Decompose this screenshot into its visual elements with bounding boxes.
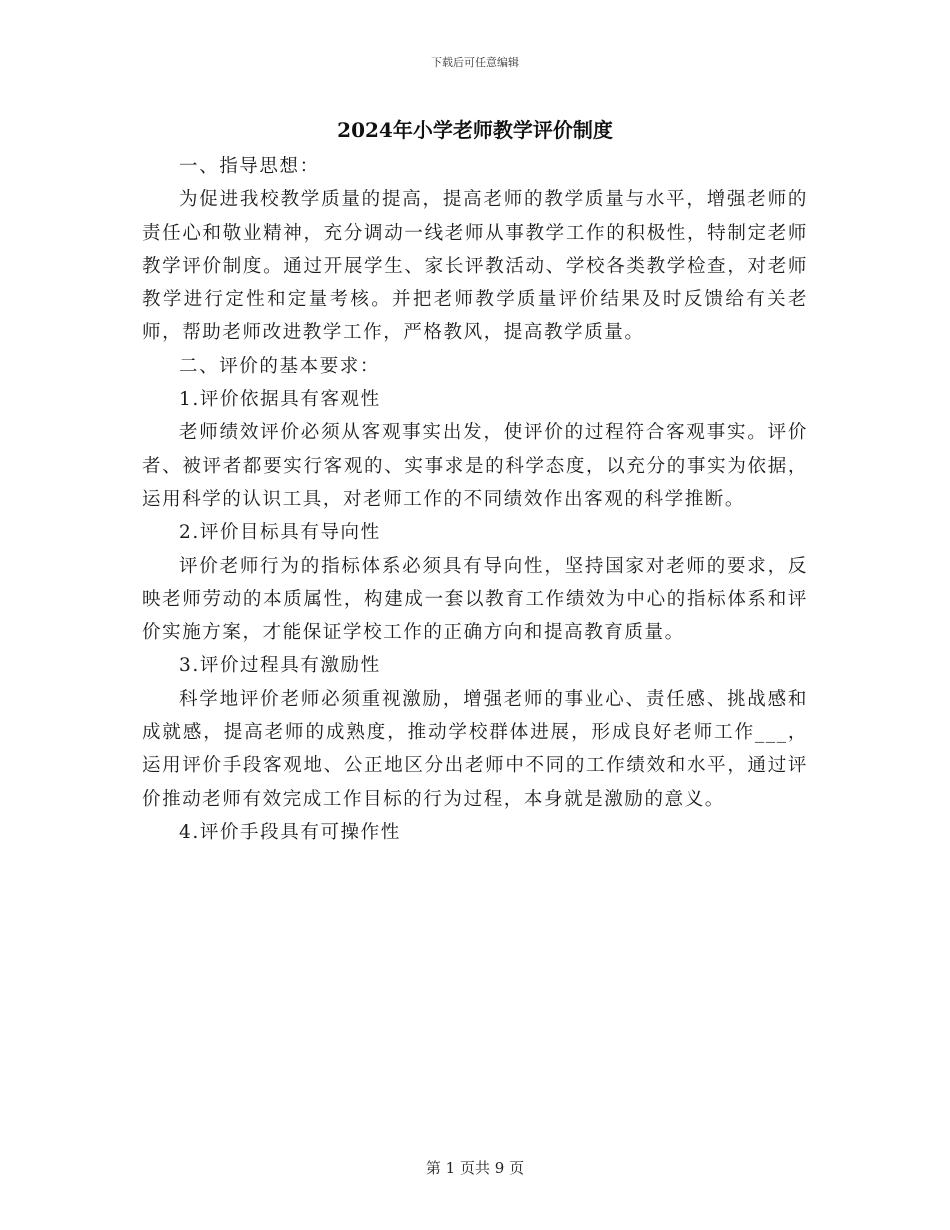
paragraph-motivation: 科学地评价老师必须重视激励，增强老师的事业心、责任感、挑战感和成就感，提高老师的成熟度，推动学校群体进展，形成良好老师工作___，运用评价手段客观地、公正地区分出老师中不同的工作绩效和水平，通过评价推动老师有效完成工作目标的行为过程，本身就是激励的意义。 xyxy=(142,688,808,810)
section-heading-basic-requirements: 二、评价的基本要求： xyxy=(179,355,381,377)
page-footer: 第 1 页共 9 页 xyxy=(425,1159,525,1177)
header-note: 下载后可任意编辑 xyxy=(431,56,519,69)
subheading-operability: 4.评价手段具有可操作性 xyxy=(179,821,401,843)
subheading-motivation: 3.评价过程具有激励性 xyxy=(179,655,381,677)
paragraph-orientation: 评价老师行为的指标体系必须具有导向性，坚持国家对老师的要求，反映老师劳动的本质属性，构建成一套以教育工作绩效为中心的指标体系和评价实施方案，才能保证学校工作的正确方向和提高教育质量。 xyxy=(142,555,808,644)
paragraph-objectivity: 老师绩效评价必须从客观事实出发，使评价的过程符合客观事实。评价者、被评者都要实行客观的、实事求是的科学态度，以充分的事实为依据，运用科学的认识工具，对老师工作的不同绩效作出客观的科学推断。 xyxy=(142,422,808,510)
document-body xyxy=(142,150,808,849)
document-title: 2024年小学老师教学评价制度 xyxy=(337,118,613,142)
paragraph-guiding-idea: 为促进我校教学质量的提高，提高老师的教学质量与水平，增强老师的责任心和敬业精神，充分调动一线老师从事教学工作的积极性，特制定老师教学评价制度。通过开展学生、家长评教活动、学校各类教学检查，对老师教学进行定性和定量考核。并把老师教学质量评价结果及时反馈给有关老师，帮助老师改进教学工作，严格教风，提高教学质量。 xyxy=(142,189,808,344)
subheading-objectivity: 1.评价依据具有客观性 xyxy=(179,389,381,411)
section-heading-guiding-idea: 一、指导思想： xyxy=(179,156,320,177)
subheading-orientation: 2.评价目标具有导向性 xyxy=(179,522,381,544)
